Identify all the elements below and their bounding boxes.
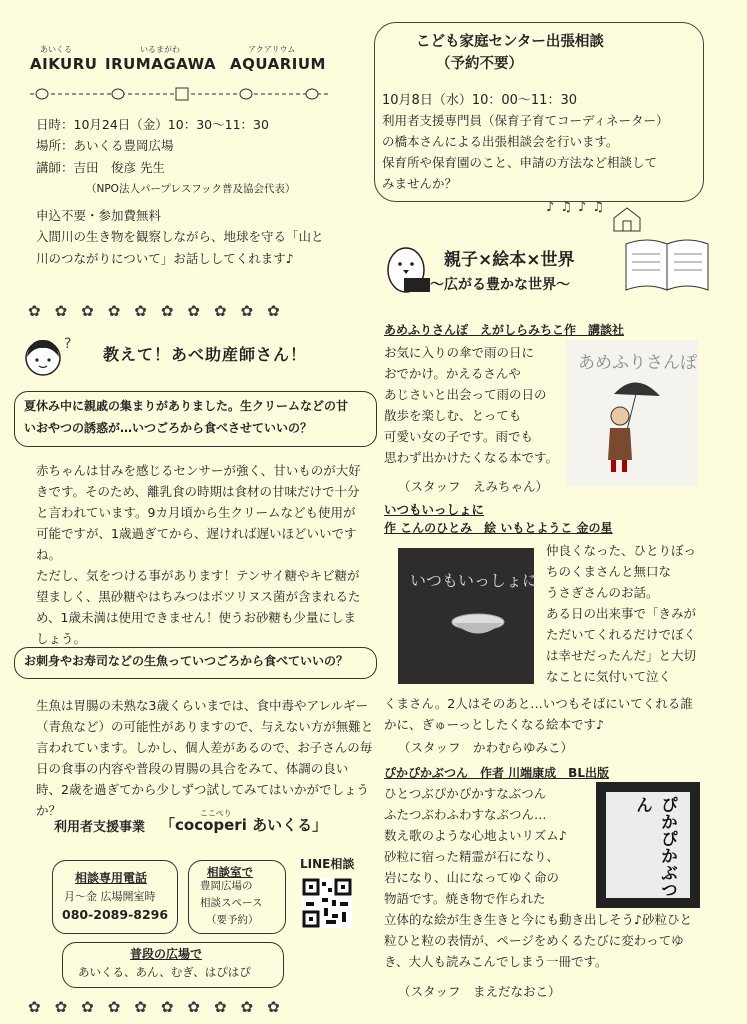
room-line3: （要予約） [206,914,259,926]
book2-side-line: は幸せだったんだ」と大切 [546,648,697,663]
answer-2-line: 時、2歳を過ぎてから少しずつ試してみてはいかがでしょう [36,782,369,797]
ruby-aikuru: あいくる [40,45,72,54]
family-center-line: みませんか？ [382,176,458,191]
answer-2-line: 日の食事の内容や普段の胃腸の具合をみて、体調の良い [36,761,349,776]
book3-side-desc [384,783,567,909]
room-line2: 相談スペース [200,897,263,909]
book1-line: おでかけ。かえるさんや [384,366,521,381]
answer-2-line: か？ [36,803,62,818]
book1-staff: （スタッフ えみちゃん） [398,479,549,494]
book2-side-line: なことに気付いて泣く [546,669,672,684]
family-center-title: こども家庭センター出張相談 [416,34,604,50]
plaza-names: あいくる、あん、むぎ、はぴはぴ [78,965,251,979]
phone-number[interactable]: 080-2089-8296 [62,907,169,922]
book1-title: あめふりさんぽ えがしらみちこ作 講談社 [384,323,625,337]
aquarium-affiliation: （NPO法人パープレスフック普及協会代表） [86,183,296,195]
ruby-irumagawa: いるまがわ [140,45,180,54]
phone-title: 相談専用電話 [75,871,148,885]
answer-1-line: 可能ですが、1歳過ぎてから、遅ければ遅いほどいいです [36,526,357,541]
book3-side-line: 物語です。焼き物で作られた [384,891,546,906]
answer-1-line: きです。そのため、離乳食の時期は食材の甘味だけで十分 [36,484,360,499]
q2-text: お刺身やお寿司などの生魚っていつごろから食べていいの？ [24,654,349,668]
midwife-heading: 教えて！あべ助産師さん！ [103,345,308,364]
book3-staff: （スタッフ まえだなおこ） [398,984,561,999]
aquarium-title-irumagawa: IRUMAGAWA [105,55,217,73]
answer-2-line: 生魚は胃腸の未熟な3歳くらいまでは、食中毒やアレルギー [36,698,369,713]
aquarium-place: 場所：あいくる豊岡広場 [36,138,174,153]
room-line1: 豊岡広場の [200,880,253,892]
family-center-line: 保育所や保育園のこと、申請の方法など相談して [382,155,658,170]
midwife-face-icon [22,335,64,377]
line-title: LINE相談 [300,857,355,871]
book3-side-line: 数え歌のような心地よいリズム♪ [384,828,567,843]
plaza-title: 普段の広場で [130,947,203,961]
music-notes-icon: ♪♫♪♫ [546,200,610,215]
clover-divider-top: ✿✿✿✿✿✿✿✿✿✿ [28,302,294,320]
book2-author: 作 こんのひとみ 絵 いもとようこ 金の星 [384,521,613,535]
book3-title: ぴかぴかぶつん 作者 川端康成 BL出版 [384,766,609,780]
question-mark-icon: ? [64,336,72,352]
ruby-cocoperi: ここぺり [200,809,232,818]
book2-side-line: うさぎさんのお話。 [546,585,659,600]
fish-divider-icon [30,86,330,102]
fish-divider [30,86,330,102]
book2-side-line: 仲良くなった、ひとりぼっ [546,543,697,558]
books-subheading: 〜広がる豊かな世界〜 [430,277,570,293]
book3-side-line: 砂粒に宿った精霊が石になり、 [384,849,560,864]
family-center-line: の橋本さんによる出張相談会を行います。 [382,134,619,149]
answer-2 [36,695,373,821]
cocoperi-prefix: 利用者支援事業 [54,820,146,835]
book2-side-line: ただいてくれるだけでぼく [546,627,697,642]
family-center-datetime: 10月8日（水）10：00〜11：30 [382,93,577,108]
book1-cover-title: あめふりさんぽ [578,353,697,373]
line-qr-code[interactable] [302,878,352,928]
phone-hours: 月〜金 広場開室時 [64,890,156,903]
book2-title: いつもいっしょに [384,502,485,517]
answer-1-line: 赤ちゃんは甘みを感じるセンサーが強く、甘いものが大好 [36,463,361,478]
book3-line: 粒ひと粒の表情が、ページをめくるたびに変わってゆ [384,933,684,948]
girl-umbrella-illustration [596,374,676,480]
book2-cover [398,548,539,684]
book2-desc [384,693,693,735]
book3-cover-title: ぴかぴかぶつん [632,796,677,898]
aquarium-date: 日時：10月24日（金）10：30〜11：30 [36,117,269,132]
aquarium-title-aikuru: AIKURU [30,55,98,73]
book1-line: お気に入りの傘で雨の日に [384,345,535,360]
family-center-line: 利用者支援専門員（保育子育てコーディネーター） [382,113,669,128]
bowl-illustration [448,610,508,640]
q1-line2: いおやつの誘惑が…いつごろから食べさせていいの？ [24,421,313,435]
chick-reading-icon [384,240,434,296]
q1-line1: 夏休み中に親戚の集まりがありました。生クリームなどの甘 [24,399,349,413]
answer-1-line: と言われています。9カ月頃から生クリームなども使用が [36,505,356,520]
book1-line: 思わず出かけたくなる本です。 [384,450,559,465]
book2-staff: （スタッフ かわむらゆみこ） [398,740,574,755]
book3-side-line: ひとつぶぴかぴかすなぶつん [384,786,547,801]
book1-line: 散歩を楽しむ、とっても [384,408,522,423]
room-title: 相談室で [207,865,253,879]
book1-line: あじさいと出会って雨の日の [384,387,547,402]
aquarium-lecturer: 講師：吉田 俊彦 先生 [36,160,165,175]
answer-1-line: め、1歳未満は使用できません！使うお砂糖も少量にしま [36,610,356,625]
books-heading: 親子×絵本×世界 [444,250,575,270]
book3-side-line: 岩になり、山になってゆく命の [384,870,560,885]
book2-side-line: ある日の出来事で「きみが [546,606,697,621]
open-book-icon [622,234,712,296]
clover-divider-bottom: ✿✿✿✿✿✿✿✿✿✿ [28,998,294,1016]
book1-cover [566,340,698,486]
aquarium-desc-line2: 川のつながりについて」お話ししてくれます♪ [36,251,294,266]
book1-desc [384,342,558,468]
book3-line: き、大人も読みこんでしまう一冊です。 [384,954,608,969]
book1-line: 可愛い女の子です。雨でも [384,429,534,444]
family-center-subtitle: （予約不要） [436,56,523,72]
cocoperi-title: 「cocoperi あいくる」 [160,816,328,834]
book3-side-line: ふたつぶわふわすなぶつん… [384,807,547,822]
book2-line: くまさん。2人はそのあと…いつもそばにいてくれる誰 [384,696,693,711]
answer-1-line: 望ましく、黒砂糖やはちみつはボツリヌス菌が含まれるた [36,589,361,604]
book3-desc [384,909,692,972]
ruby-aquarium: アクアリウム [248,45,296,54]
answer-1-line: ただし、気をつける事があります！テンサイ糖やキビ糖が [36,568,360,583]
aquarium-title-aquarium: AQUARIUM [230,55,326,73]
answer-1-line: しょう。 [36,631,87,646]
answer-2-line: 言われています。しかし、個人差があるので、お子さんの毎 [36,740,373,755]
book3-line: 立体的な絵が生き生きと今にも動き出しそう♪砂粒ひと [384,912,692,927]
family-center-body [382,110,669,194]
book2-side-line: ちのくまさんと無口な [546,564,672,579]
book2-line: かに、ぎゅーっとしたくなる絵本です♪ [384,717,604,732]
book2-side-desc [546,540,696,687]
answer-1 [36,460,361,649]
house-icon [612,206,642,232]
aquarium-note: 申込不要・参加費無料 [36,208,162,223]
answer-1-line: ね。 [36,547,62,562]
book3-cover [596,782,700,908]
book2-cover-title: いつもいっしょに [410,571,539,590]
aquarium-desc-line1: 入間川の生き物を観察しながら、地球を守る「山と [36,229,324,244]
answer-2-line: （青魚など）の可能性がありますので、与えない方が無難と [36,719,374,734]
